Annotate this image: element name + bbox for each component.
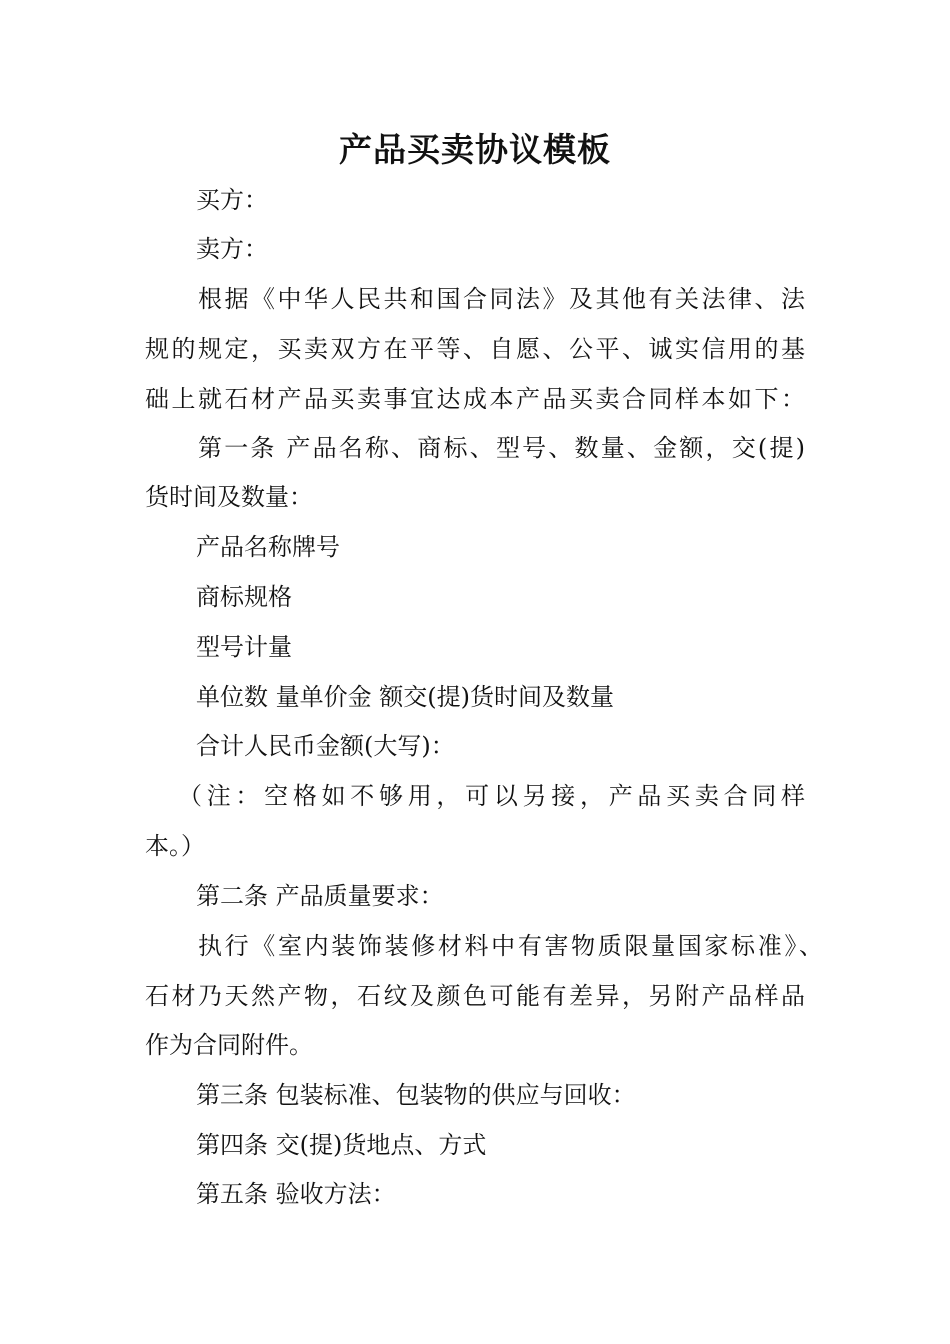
total-amount-line: 合计人民币金额(大写)： bbox=[196, 732, 455, 760]
list-item: 型号计量 bbox=[196, 633, 292, 661]
note-line: 本。） bbox=[145, 832, 205, 860]
paragraph-line: 石材乃天然产物，石纹及颜色可能有差异，另附产品样品 bbox=[145, 982, 805, 1010]
paragraph-line: 础上就石材产品买卖事宜达成本产品买卖合同样本如下： bbox=[145, 385, 805, 413]
article-1-heading: 第一条 产品名称、商标、型号、数量、金额，交(提) bbox=[198, 434, 805, 462]
paragraph-line: 作为合同附件。 bbox=[145, 1031, 313, 1059]
buyer-line: 买方： bbox=[196, 186, 268, 214]
paragraph-line: 根据《中华人民共和国合同法》及其他有关法律、法 bbox=[198, 285, 805, 313]
article-4-heading: 第四条 交(提)货地点、方式 bbox=[196, 1131, 487, 1159]
list-item: 单位数 量单价金 额交(提)货时间及数量 bbox=[196, 683, 614, 711]
article-2-heading: 第二条 产品质量要求： bbox=[196, 882, 444, 910]
seller-line: 卖方： bbox=[196, 235, 268, 263]
article-5-heading: 第五条 验收方法： bbox=[196, 1180, 396, 1208]
list-item: 商标规格 bbox=[196, 583, 292, 611]
paragraph-line: 规的规定，买卖双方在平等、自愿、公平、诚实信用的基 bbox=[145, 335, 805, 363]
document-title: 产品买卖协议模板 bbox=[339, 130, 611, 169]
paragraph-line: 货时间及数量： bbox=[145, 483, 313, 511]
note-line: （注：空格如不够用，可以另接，产品买卖合同样 bbox=[178, 782, 805, 810]
article-3-heading: 第三条 包装标准、包装物的供应与回收： bbox=[196, 1081, 636, 1109]
paragraph-line: 执行《室内装饰装修材料中有害物质限量国家标准》、 bbox=[198, 932, 823, 960]
list-item: 产品名称牌号 bbox=[196, 533, 340, 561]
